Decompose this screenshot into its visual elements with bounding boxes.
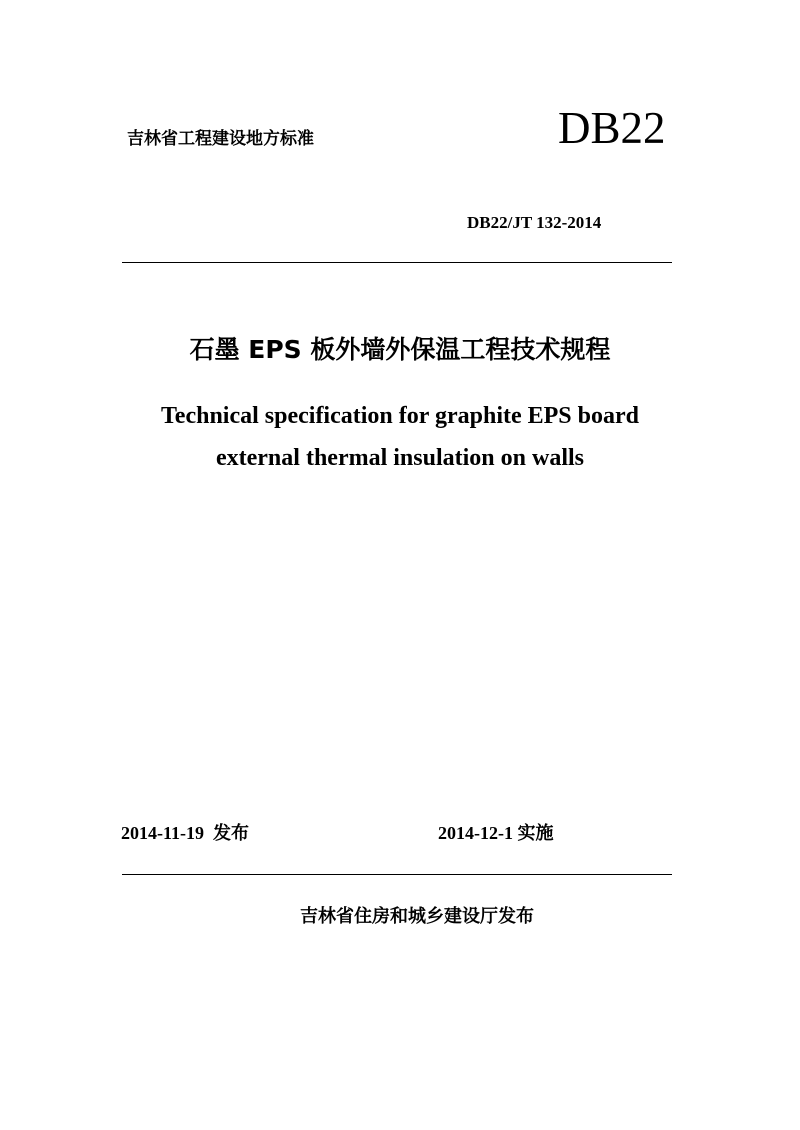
title-english-line2: external thermal insulation on walls xyxy=(215,445,584,471)
title-chinese: 石墨 EPS 板外墙外保温工程技术规程 xyxy=(189,335,611,364)
standard-number: DB22/JT 132-2014 xyxy=(467,213,602,232)
issuer: 吉林省住房和城乡建设厅发布 xyxy=(300,906,534,927)
bottom-divider xyxy=(122,874,672,875)
issue-date: 2014-11-19 发布 xyxy=(121,823,249,843)
top-divider xyxy=(122,262,672,263)
implementation-date: 2014-12-1 实施 xyxy=(438,823,554,843)
standard-type-label: 吉林省工程建设地方标准 xyxy=(127,129,314,149)
standard-code: DB22 xyxy=(558,103,666,153)
title-english-line1: Technical specification for graphite EPS board xyxy=(160,403,639,429)
